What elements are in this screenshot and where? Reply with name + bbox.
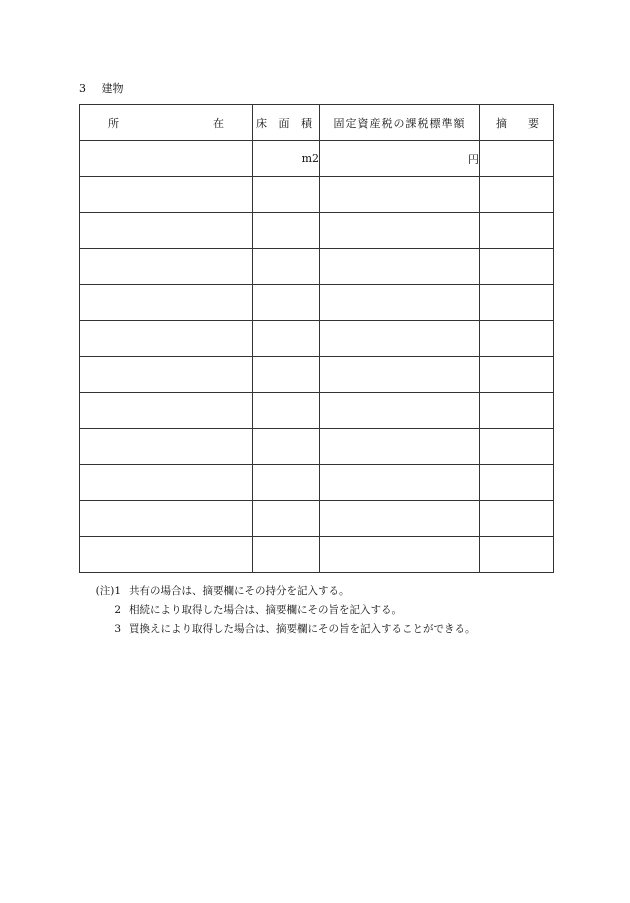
- header-remarks-b: 要: [528, 116, 539, 130]
- header-remarks: [480, 105, 554, 141]
- cell-location[interactable]: [80, 177, 253, 213]
- cell-floor-area[interactable]: [253, 249, 320, 285]
- note-text: 共有の場合は、摘要欄にその持分を記入する。: [129, 585, 350, 597]
- table-row: [80, 429, 554, 465]
- table-row: [80, 465, 554, 501]
- unit-area: m2: [301, 152, 319, 165]
- cell-floor-area[interactable]: [253, 465, 320, 501]
- cell-tax-value[interactable]: [320, 141, 480, 177]
- cell-location[interactable]: [80, 285, 253, 321]
- note-item: [79, 620, 476, 639]
- cell-location[interactable]: [80, 141, 253, 177]
- table-header-row: [80, 105, 554, 141]
- cell-location[interactable]: [80, 537, 253, 573]
- note-text: 相続により取得した場合は、摘要欄にその旨を記入する。: [129, 604, 402, 616]
- table-row: [80, 357, 554, 393]
- cell-floor-area[interactable]: [253, 141, 320, 177]
- header-location-a: 所: [108, 116, 119, 130]
- cell-tax-value[interactable]: [320, 393, 480, 429]
- section-title-text: 建物: [101, 82, 124, 95]
- header-floor-area: 床 面 積: [253, 105, 320, 141]
- cell-location[interactable]: [80, 465, 253, 501]
- table-row: [80, 393, 554, 429]
- table-row: [80, 501, 554, 537]
- header-location: [80, 105, 253, 141]
- cell-floor-area[interactable]: [253, 177, 320, 213]
- note-number: 3: [114, 623, 121, 635]
- cell-remarks[interactable]: [480, 213, 554, 249]
- cell-location[interactable]: [80, 321, 253, 357]
- section-number: 3: [79, 82, 86, 95]
- note-text: 買換えにより取得した場合は、摘要欄にその旨を記入することができる。: [129, 623, 476, 635]
- cell-remarks[interactable]: [480, 465, 554, 501]
- cell-tax-value[interactable]: [320, 429, 480, 465]
- table-row: [80, 213, 554, 249]
- cell-tax-value[interactable]: [320, 537, 480, 573]
- cell-floor-area[interactable]: [253, 213, 320, 249]
- cell-tax-value[interactable]: [320, 285, 480, 321]
- table-row: [80, 285, 554, 321]
- cell-location[interactable]: [80, 357, 253, 393]
- cell-location[interactable]: [80, 213, 253, 249]
- table-row: [80, 249, 554, 285]
- note-number: (注)1: [95, 585, 121, 597]
- table-row: [80, 537, 554, 573]
- cell-tax-value[interactable]: [320, 357, 480, 393]
- cell-remarks[interactable]: [480, 249, 554, 285]
- note-number: 2: [114, 604, 121, 616]
- cell-remarks[interactable]: [480, 429, 554, 465]
- cell-remarks[interactable]: [480, 141, 554, 177]
- cell-remarks[interactable]: [480, 285, 554, 321]
- note-item: [79, 582, 476, 601]
- cell-tax-value[interactable]: [320, 501, 480, 537]
- cell-floor-area[interactable]: [253, 357, 320, 393]
- cell-location[interactable]: [80, 249, 253, 285]
- cell-remarks[interactable]: [480, 501, 554, 537]
- notes-section: [79, 582, 476, 639]
- cell-tax-value[interactable]: [320, 249, 480, 285]
- section-heading: [79, 80, 124, 96]
- cell-tax-value[interactable]: [320, 465, 480, 501]
- cell-floor-area[interactable]: [253, 393, 320, 429]
- cell-remarks[interactable]: [480, 357, 554, 393]
- header-remarks-a: 摘: [496, 116, 507, 130]
- cell-location[interactable]: [80, 393, 253, 429]
- unit-yen: 円: [468, 152, 479, 166]
- cell-tax-value[interactable]: [320, 177, 480, 213]
- cell-location[interactable]: [80, 501, 253, 537]
- table-row: [80, 141, 554, 177]
- building-table: [79, 104, 554, 573]
- cell-floor-area[interactable]: [253, 429, 320, 465]
- cell-remarks[interactable]: [480, 177, 554, 213]
- note-item: [79, 601, 476, 620]
- cell-remarks[interactable]: [480, 537, 554, 573]
- cell-remarks[interactable]: [480, 321, 554, 357]
- cell-floor-area[interactable]: [253, 501, 320, 537]
- cell-remarks[interactable]: [480, 393, 554, 429]
- cell-floor-area[interactable]: [253, 321, 320, 357]
- cell-tax-value[interactable]: [320, 213, 480, 249]
- cell-location[interactable]: [80, 429, 253, 465]
- cell-floor-area[interactable]: [253, 285, 320, 321]
- header-tax-value: 固定資産税の課税標準額: [320, 105, 480, 141]
- table-row: [80, 177, 554, 213]
- cell-tax-value[interactable]: [320, 321, 480, 357]
- cell-floor-area[interactable]: [253, 537, 320, 573]
- header-location-b: 在: [213, 116, 224, 130]
- table-row: [80, 321, 554, 357]
